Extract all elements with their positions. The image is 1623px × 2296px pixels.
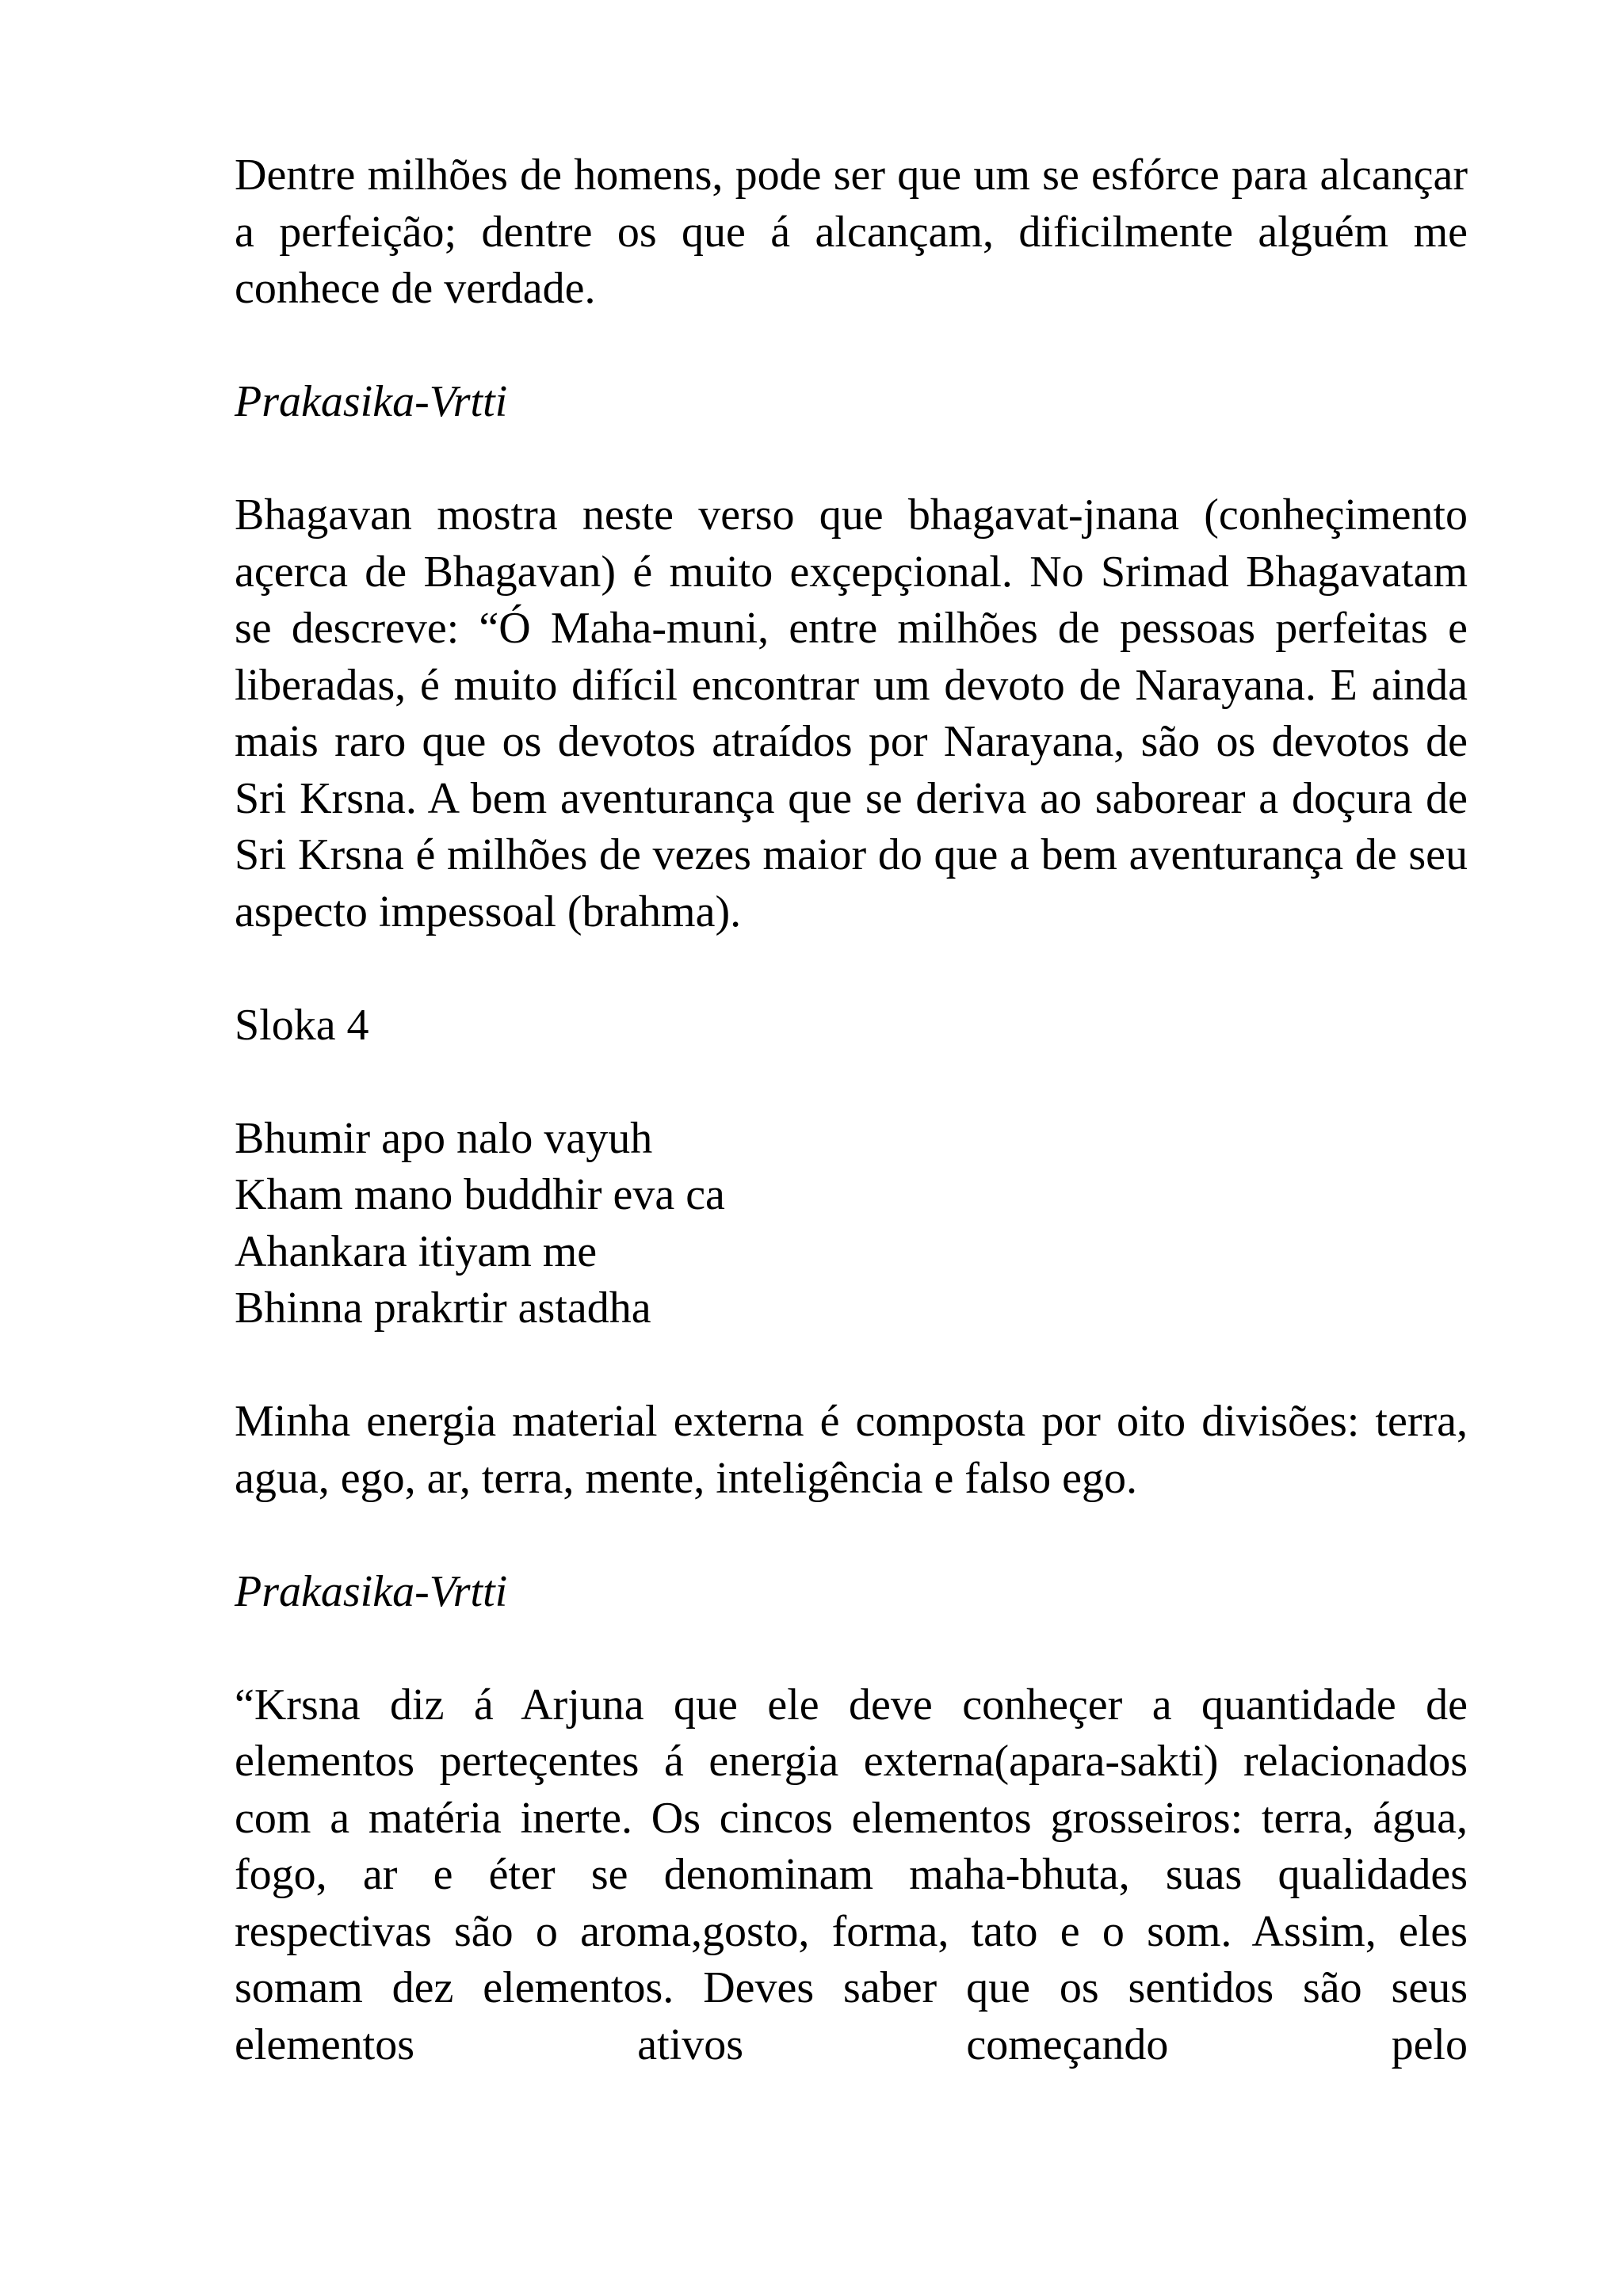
verse-line: Kham mano buddhir eva ca — [235, 1170, 725, 1219]
sloka-title: Sloka 4 — [235, 1000, 369, 1050]
translation-paragraph: Dentre milhões de homens, pode ser que um se esfórce para alcançar a perfeição; dentre os que á alcançam, dificilmente alguém me conhece de verdade. — [235, 151, 1468, 313]
commentary-paragraph: “Krsna diz á Arjuna que ele deve conheçer a quantidade de elementos perteçentes á energia externa(apara-sakti) relacionados com a matéria inerte. Os cincos elementos grosseiros: terra, água, fogo, ar e éter se denominam maha-bhuta, suas qualidades respectivas são o aroma,gosto, forma, tato e o som. Assim, eles somam dez elementos. Deves saber que os sentidos são seus elementos ativos começando pelo — [235, 1680, 1468, 2069]
verse-line: Bhumir apo nalo vayuh — [235, 1113, 653, 1163]
commentary-paragraph: Bhagavan mostra neste verso que bhagavat-jnana (conheçimento açerca de Bhagavan) é muito exçepçional. No Srimad Bhagavatam se descreve: “Ó Maha-muni, entre milhões de pessoas perfeitas e liberadas, é muito difícil encontrar um devoto de Narayana. E ainda mais raro que os devotos atraídos por Narayana, são os devotos de Sri Krsna. A bem aventurança que se deriva ao saborear a doçura de Sri Krsna é milhões de vezes maior do que a bem aventurança de seu aspecto impessoal (brahma). — [235, 490, 1468, 936]
verse-line: Ahankara itiyam me — [235, 1226, 598, 1276]
translation-paragraph: Minha energia material externa é composta por oito divisões: terra, agua, ego, ar, terra, mente, inteligência e falso ego. — [235, 1397, 1468, 1503]
document-page — [235, 147, 1468, 2130]
verse-line: Bhinna prakrtir astadha — [235, 1283, 651, 1333]
commentary-heading: Prakasika-Vrtti — [235, 377, 508, 426]
commentary-heading: Prakasika-Vrtti — [235, 1566, 508, 1616]
sanskrit-verse — [235, 1111, 1468, 1337]
